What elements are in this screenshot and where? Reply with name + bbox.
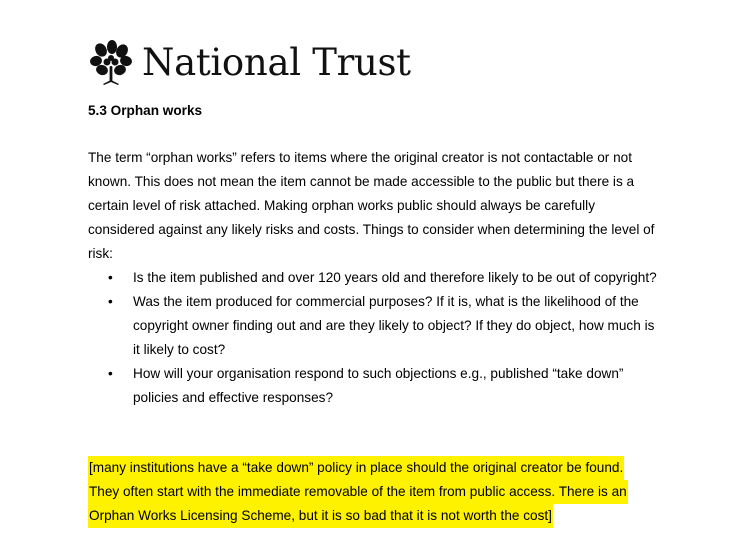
oak-leaf-icon [88, 40, 134, 86]
list-item [108, 362, 663, 410]
bullet-icon: • [108, 294, 113, 309]
highlighted-line: [many institutions have a “take down” policy in place should the original creator be found. [88, 456, 624, 480]
highlighted-note [88, 456, 668, 528]
intro-paragraph: The term “orphan works” refers to items where the original creator is not contactable or not known. This does not mean the item cannot be made accessible to the public but there is a certain level of risk attached. Making orphan works public should always be carefully considered against any likely risks and costs. Things to consider when determining the level of risk: [88, 150, 655, 261]
bullet-icon: • [108, 270, 113, 285]
list-item [108, 266, 663, 290]
considerations-list [88, 266, 663, 410]
list-item-text: Is the item published and over 120 years old and therefore likely to be out of copyright? [133, 270, 657, 285]
bullet-icon: • [108, 366, 113, 381]
brand-name: National Trust [142, 41, 411, 84]
highlighted-line: Orphan Works Licensing Scheme, but it is so bad that it is not worth the cost] [88, 504, 553, 528]
list-item [108, 290, 663, 362]
section-heading: 5.3 Orphan works [88, 103, 203, 118]
highlighted-line: They often start with the immediate removable of the item from public access. There is an [88, 480, 628, 504]
list-item-text: Was the item produced for commercial purposes? If it is, what is the likelihood of the copyright owner finding out and are they likely to object? If they do object, how much is it likely to cost? [133, 294, 655, 357]
section-body [88, 146, 663, 410]
national-trust-logo [88, 40, 411, 86]
list-item-text: How will your organisation respond to such objections e.g., published “take down” policies and effective responses? [133, 366, 624, 405]
